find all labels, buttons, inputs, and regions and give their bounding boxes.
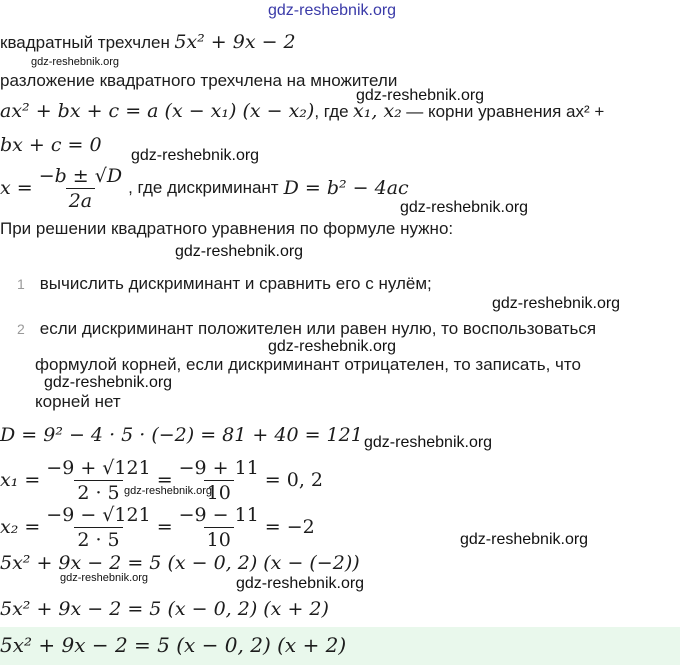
x2-fraction-2: [176, 503, 262, 552]
x2-lhs: x₂ =: [0, 516, 41, 538]
watermark: gdz-reshebnik.org: [124, 485, 213, 497]
factorization-formula: [0, 100, 604, 122]
equals-sign: =: [156, 469, 173, 491]
x2-num-2: −9 − 11: [178, 503, 259, 526]
intro-line: [0, 31, 296, 53]
step-2-end: корней нет: [35, 392, 121, 411]
formula-lhs: x =: [0, 177, 33, 199]
equals-sign: =: [156, 516, 173, 538]
step-text: если дискриминант положителен или равен нулю, то воспользоваться: [39, 319, 597, 338]
watermark: gdz-reshebnik.org: [460, 531, 589, 548]
watermark: gdz-reshebnik.org: [60, 572, 149, 584]
x1-den-2: 10: [204, 480, 234, 505]
x2-result: = −2: [264, 516, 315, 538]
x2-den-2: 10: [204, 527, 234, 552]
equation-tail: bx + c = 0: [0, 134, 102, 156]
step-2: [17, 319, 596, 339]
step-number: 2: [17, 321, 25, 337]
discriminant-label: , где дискриминант: [128, 178, 279, 197]
x2-fraction-1: [43, 503, 153, 552]
formula-fraction: [36, 164, 125, 213]
roots-symbols: x₁, x₂: [353, 100, 402, 122]
watermark: gdz-reshebnik.org: [400, 199, 529, 216]
discriminant-calc: D = 9² − 4 · 5 · (−2) = 81 + 40 = 121: [0, 424, 363, 446]
x1-fraction-1: [43, 456, 153, 505]
method-intro: При решении квадратного уравнения по формуле нужно:: [0, 219, 454, 238]
factorization-heading: разложение квадратного трехчлена на множители: [0, 71, 398, 90]
x2-den-1: 2 · 5: [74, 527, 122, 552]
quadratic-formula: [0, 163, 409, 213]
step-1: [17, 274, 432, 294]
x2-num-1: −9 − √121: [46, 503, 151, 526]
factor-formula: ax² + bx + c = a (x − x₁) (x − x₂): [0, 100, 315, 122]
roots-description: — корни уравнения ax² +: [406, 102, 605, 121]
watermark: gdz-reshebnik.org: [31, 56, 120, 68]
x1-result: = 0, 2: [264, 469, 324, 491]
x1-num-1: −9 + √121: [46, 456, 151, 479]
watermark: gdz-reshebnik.org: [268, 338, 397, 355]
where-word: , где: [314, 102, 349, 121]
watermark: gdz-reshebnik.org: [356, 87, 485, 104]
watermark: gdz-reshebnik.org: [236, 575, 365, 592]
watermark-top: gdz-reshebnik.org: [268, 2, 397, 19]
factorization-step-1: 5x² + 9x − 2 = 5 (x − 0, 2) (x − (−2)): [0, 552, 360, 574]
factorization-step-2: 5x² + 9x − 2 = 5 (x − 0, 2) (x + 2): [0, 598, 329, 620]
trinomial-expr: 5x² + 9x − 2: [174, 31, 296, 53]
x1-den-1: 2 · 5: [74, 480, 122, 505]
step-text: вычислить дискриминант и сравнить его с нулём;: [39, 274, 432, 293]
watermark: gdz-reshebnik.org: [44, 374, 173, 391]
watermark: gdz-reshebnik.org: [364, 434, 493, 451]
formula-numerator: −b ± √D: [38, 164, 123, 187]
root-x2: [0, 503, 315, 551]
intro-label: квадратный трехчлен: [0, 33, 170, 52]
formula-denominator: 2a: [66, 188, 95, 213]
x1-fraction-2: [176, 456, 262, 505]
step-2-continued: формулой корней, если дискриминант отрицателен, то записать, что: [35, 355, 581, 374]
step-number: 1: [17, 276, 25, 292]
watermark: gdz-reshebnik.org: [131, 147, 260, 164]
watermark: gdz-reshebnik.org: [175, 243, 304, 260]
watermark: gdz-reshebnik.org: [492, 295, 621, 312]
final-answer: 5x² + 9x − 2 = 5 (x − 0, 2) (x + 2): [0, 633, 347, 657]
x1-num-2: −9 + 11: [178, 456, 259, 479]
discriminant-formula: D = b² − 4ac: [283, 177, 409, 199]
x1-lhs: x₁ =: [0, 469, 41, 491]
